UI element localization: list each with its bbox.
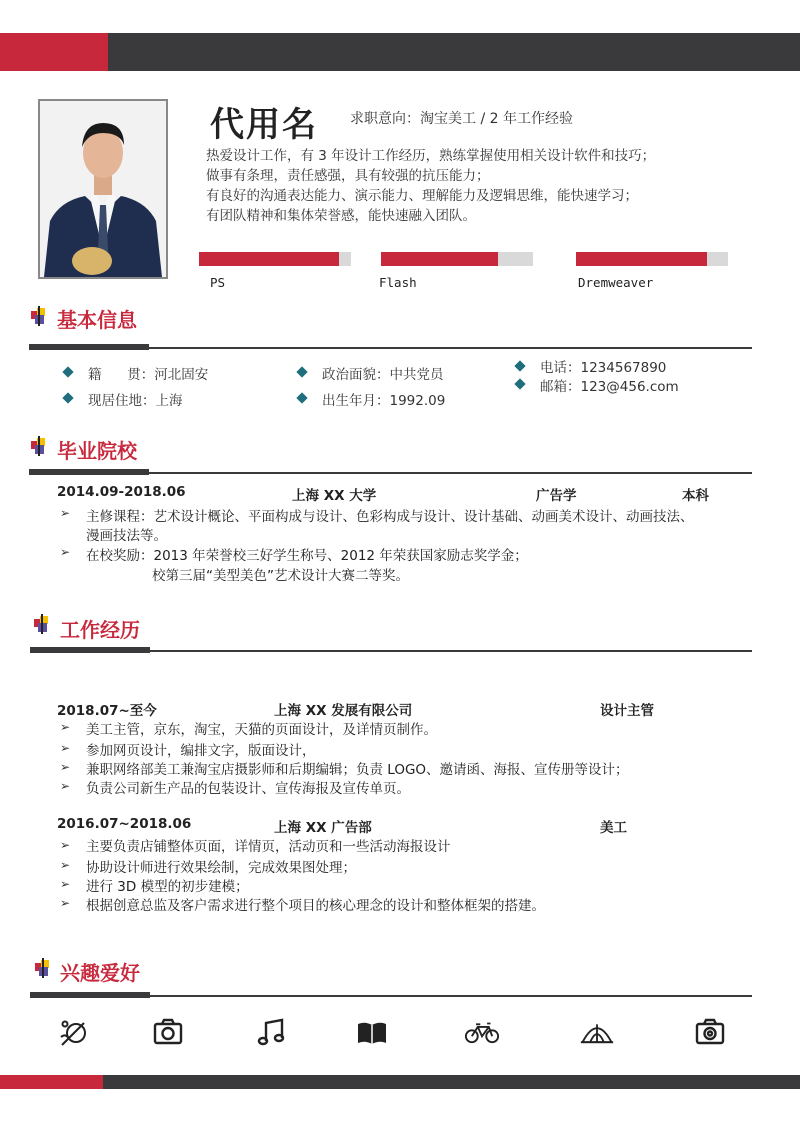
- skill-label-ps: PS: [210, 275, 226, 290]
- edu-period: 2014.09-2018.06: [57, 484, 186, 500]
- skill-bar-dreamweaver: [576, 252, 728, 266]
- work-period: 2016.07~2018.06: [57, 816, 192, 832]
- drawing-icon: [56, 1015, 90, 1049]
- work-role: 美工: [600, 820, 627, 836]
- intro-line: 做事有条理，责任感强，具有较强的抗压能力；: [206, 168, 490, 184]
- work-item: 主要负责店铺整体页面，详情页，活动页和一些活动海报设计: [86, 839, 451, 855]
- work-company: 上海 XX 广告部: [274, 820, 372, 836]
- arrow-bullet-icon: ➢: [60, 896, 71, 910]
- edu-degree: 本科: [682, 488, 709, 504]
- intro-line: 热爱设计工作，有 3 年设计工作经历，熟练掌握使用相关设计软件和技巧；: [206, 148, 656, 164]
- section-rule: [29, 347, 752, 349]
- arrow-bullet-icon: ➢: [60, 858, 71, 872]
- bullet-diamond: [62, 366, 73, 377]
- section-rule: [30, 650, 752, 652]
- section-title-education: 毕业院校: [57, 439, 137, 463]
- bullet-diamond: [514, 360, 525, 371]
- edu-school: 上海 XX 大学: [292, 488, 377, 504]
- info-origin: 籍 贯：河北固安: [88, 367, 209, 383]
- self-introduction: [206, 146, 726, 226]
- arrow-bullet-icon: ➢: [60, 760, 71, 774]
- job-intent: 求职意向：淘宝美工 / 2 年工作经验: [350, 111, 573, 127]
- skill-label-flash: Flash: [379, 275, 417, 290]
- intro-line: 有团队精神和集体荣誉感，能快速融入团队。: [206, 208, 476, 224]
- edu-awards: 在校奖励：2013 年荣誉校三好学生称号、2012 年荣获国家励志奖学金；: [86, 548, 528, 564]
- bullet-diamond: [514, 378, 525, 389]
- section-title-basic: 基本信息: [57, 308, 137, 332]
- work-item: 负责公司新生产品的包装设计、宣传海报及宣传单页。: [86, 781, 410, 797]
- work-item: 兼职网络部美工兼淘宝店摄影师和后期编辑；负责 LOGO、邀请函、海报、宣传册等设计；: [86, 762, 629, 778]
- edu-awards-cont: 校第三届“美型美色”艺术设计大赛二等奖。: [152, 568, 409, 584]
- intro-line: 有良好的沟通表达能力、演示能力、理解能力及逻辑思维，能快速学习；: [206, 188, 638, 204]
- music-icon: [255, 1015, 289, 1049]
- edu-courses: 主修课程：艺术设计概论、平面构成与设计、色彩构成与设计、设计基础、动画美术设计、动画技法、: [86, 509, 694, 525]
- arrow-bullet-icon: ➢: [60, 741, 71, 755]
- info-email: 邮箱：123@456.com: [540, 379, 679, 395]
- work-company: 上海 XX 发展有限公司: [274, 703, 413, 719]
- bullet-diamond: [296, 366, 307, 377]
- arrow-bullet-icon: ➢: [60, 838, 71, 852]
- edu-major: 广告学: [536, 488, 577, 504]
- bottom-dark-bar: [103, 1075, 800, 1089]
- section-title-work: 工作经历: [60, 618, 140, 642]
- reading-icon: [355, 1015, 389, 1049]
- bottom-accent-bar: [0, 1075, 103, 1089]
- arrow-bullet-icon: ➢: [60, 506, 71, 520]
- top-dark-bar: [108, 33, 800, 71]
- edu-courses-cont: 漫画技法等。: [86, 528, 167, 544]
- section-rule: [30, 995, 752, 997]
- skill-label-dreamweaver: Dremweaver: [578, 275, 654, 290]
- camera-icon: [151, 1015, 185, 1049]
- bullet-diamond: [296, 392, 307, 403]
- bullet-diamond: [62, 392, 73, 403]
- camping-icon: [580, 1015, 614, 1049]
- work-item: 根据创意总监及客户需求进行整个项目的核心理念的设计和整体框架的搭建。: [86, 898, 545, 914]
- skill-fill: [381, 252, 498, 266]
- top-accent-bar: [0, 33, 108, 71]
- candidate-name: 代用名: [210, 105, 318, 145]
- section-flag-icon: [33, 958, 53, 978]
- work-item: 美工主管，京东，淘宝，天猫的页面设计，及详情页制作。: [86, 722, 437, 738]
- arrow-bullet-icon: ➢: [60, 779, 71, 793]
- cycling-icon: [465, 1015, 499, 1049]
- arrow-bullet-icon: ➢: [60, 545, 71, 559]
- profile-photo: [38, 99, 168, 279]
- info-birth: 出生年月：1992.09: [322, 393, 446, 409]
- work-item: 进行 3D 模型的初步建模；: [86, 879, 249, 895]
- section-title-hobby: 兴趣爱好: [60, 961, 140, 985]
- skill-fill: [576, 252, 707, 266]
- section-flag-icon: [29, 306, 49, 326]
- work-role: 设计主管: [600, 703, 654, 719]
- info-politics: 政治面貌：中共党员: [322, 367, 444, 383]
- arrow-bullet-icon: ➢: [60, 720, 71, 734]
- skill-fill: [199, 252, 339, 266]
- info-phone: 电话：1234567890: [540, 360, 667, 376]
- info-residence: 现居住地：上海: [88, 393, 183, 409]
- skill-bar-ps: [199, 252, 351, 266]
- photography-icon: [693, 1015, 727, 1049]
- work-item: 参加网页设计，编排文字，版面设计，: [86, 743, 316, 759]
- section-flag-icon: [29, 436, 49, 456]
- work-period: 2018.07~至今: [57, 703, 157, 719]
- section-flag-icon: [32, 614, 52, 634]
- work-item: 协助设计师进行效果绘制，完成效果图处理；: [86, 860, 356, 876]
- section-rule: [29, 472, 752, 474]
- arrow-bullet-icon: ➢: [60, 877, 71, 891]
- skill-bar-flash: [381, 252, 533, 266]
